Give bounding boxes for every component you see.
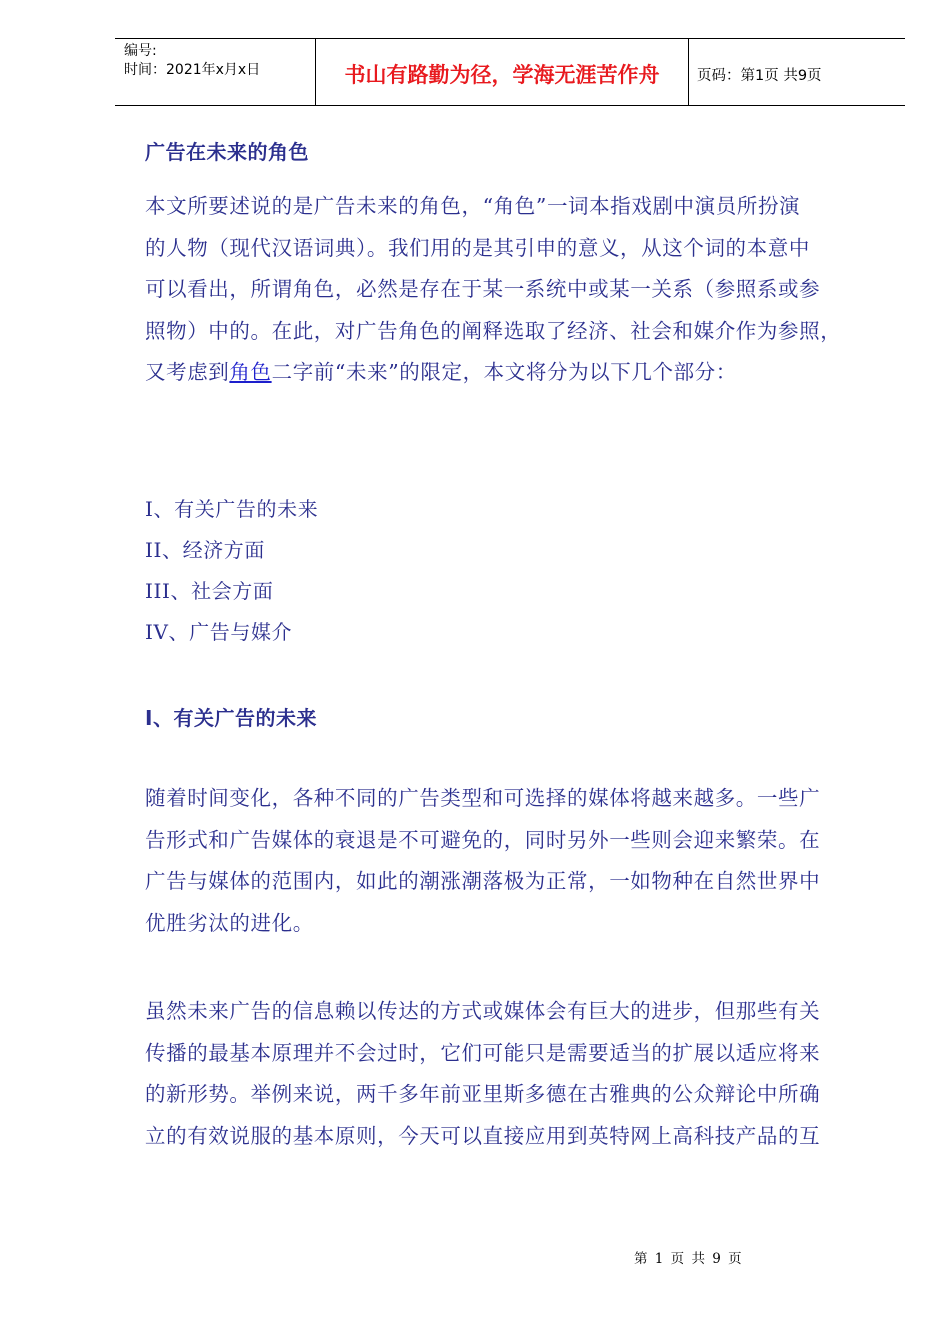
intro-paragraph xyxy=(145,186,880,394)
section1-paragraph-2 xyxy=(145,991,880,1157)
intro-line: 本文所要述说的是广告未来的角色，“角色”一词本指戏剧中演员所扮演 xyxy=(145,194,801,218)
toc-item: IV、广告与媒介 xyxy=(145,620,293,644)
paragraph-line: 广告与媒体的范围内，如此的潮涨潮落极为正常，一如物种在自然世界中 xyxy=(145,869,821,893)
paragraph-line: 告形式和广告媒体的衰退是不可避免的，同时另外一些则会迎来繁荣。在 xyxy=(145,827,821,852)
role-link[interactable]: 角色 xyxy=(229,360,272,384)
page-footer: 第 1 页 共 9 页 xyxy=(634,1251,742,1267)
section-heading: I、有关广告的未来 xyxy=(145,706,317,730)
intro-line xyxy=(145,352,880,394)
toc-item: III、社会方面 xyxy=(145,579,274,603)
document-date: 时间：2021年x月x日 xyxy=(124,62,261,78)
intro-line: 可以看出，所谓角色，必然是存在于某一系统中或某一关系（参照系或参 xyxy=(145,277,821,301)
paragraph-line: 优胜劣汰的进化。 xyxy=(145,910,314,935)
document-number-label: 编号: xyxy=(124,43,157,59)
paragraph-line: 的新形势。举例来说，两千多年前亚里斯多德在古雅典的公众辩论中所确 xyxy=(145,1082,821,1106)
paragraph-line: 虽然未来广告的信息赖以传达的方式或媒体会有巨大的进步，但那些有关 xyxy=(145,999,821,1023)
document-title: 广告在未来的角色 xyxy=(145,140,309,164)
header-meta-cell xyxy=(115,39,316,105)
intro-last-prefix: 又考虑到 xyxy=(145,360,230,384)
intro-line: 的人物（现代汉语词典）。我们用的是其引申的意义，从这个词的本意中 xyxy=(145,235,810,260)
paragraph-line: 立的有效说服的基本原则，今天可以直接应用到英特网上高科技产品的互 xyxy=(145,1123,821,1148)
header-page-info: 页码：第1页 共9页 xyxy=(697,67,822,84)
toc-item: I、有关广告的未来 xyxy=(145,497,319,521)
intro-line: 照物）中的。在此，对广告角色的阐释选取了经济、社会和媒介作为参照， xyxy=(145,318,842,343)
header-motto: 书山有路勤为径，学海无涯苦作舟 xyxy=(344,63,660,87)
header-page-cell xyxy=(689,39,905,105)
paragraph-line: 传播的最基本原理并不会过时，它们可能只是需要适当的扩展以适应将来 xyxy=(145,1040,821,1065)
page-header xyxy=(115,38,905,106)
intro-last-suffix: 二字前“未来”的限定，本文将分为以下几个部分： xyxy=(271,360,737,384)
toc-item: II、经济方面 xyxy=(145,538,266,562)
paragraph-line: 随着时间变化，各种不同的广告类型和可选择的媒体将越来越多。一些广 xyxy=(145,786,821,810)
header-motto-cell xyxy=(316,39,689,105)
section1-paragraph-1 xyxy=(145,778,880,944)
